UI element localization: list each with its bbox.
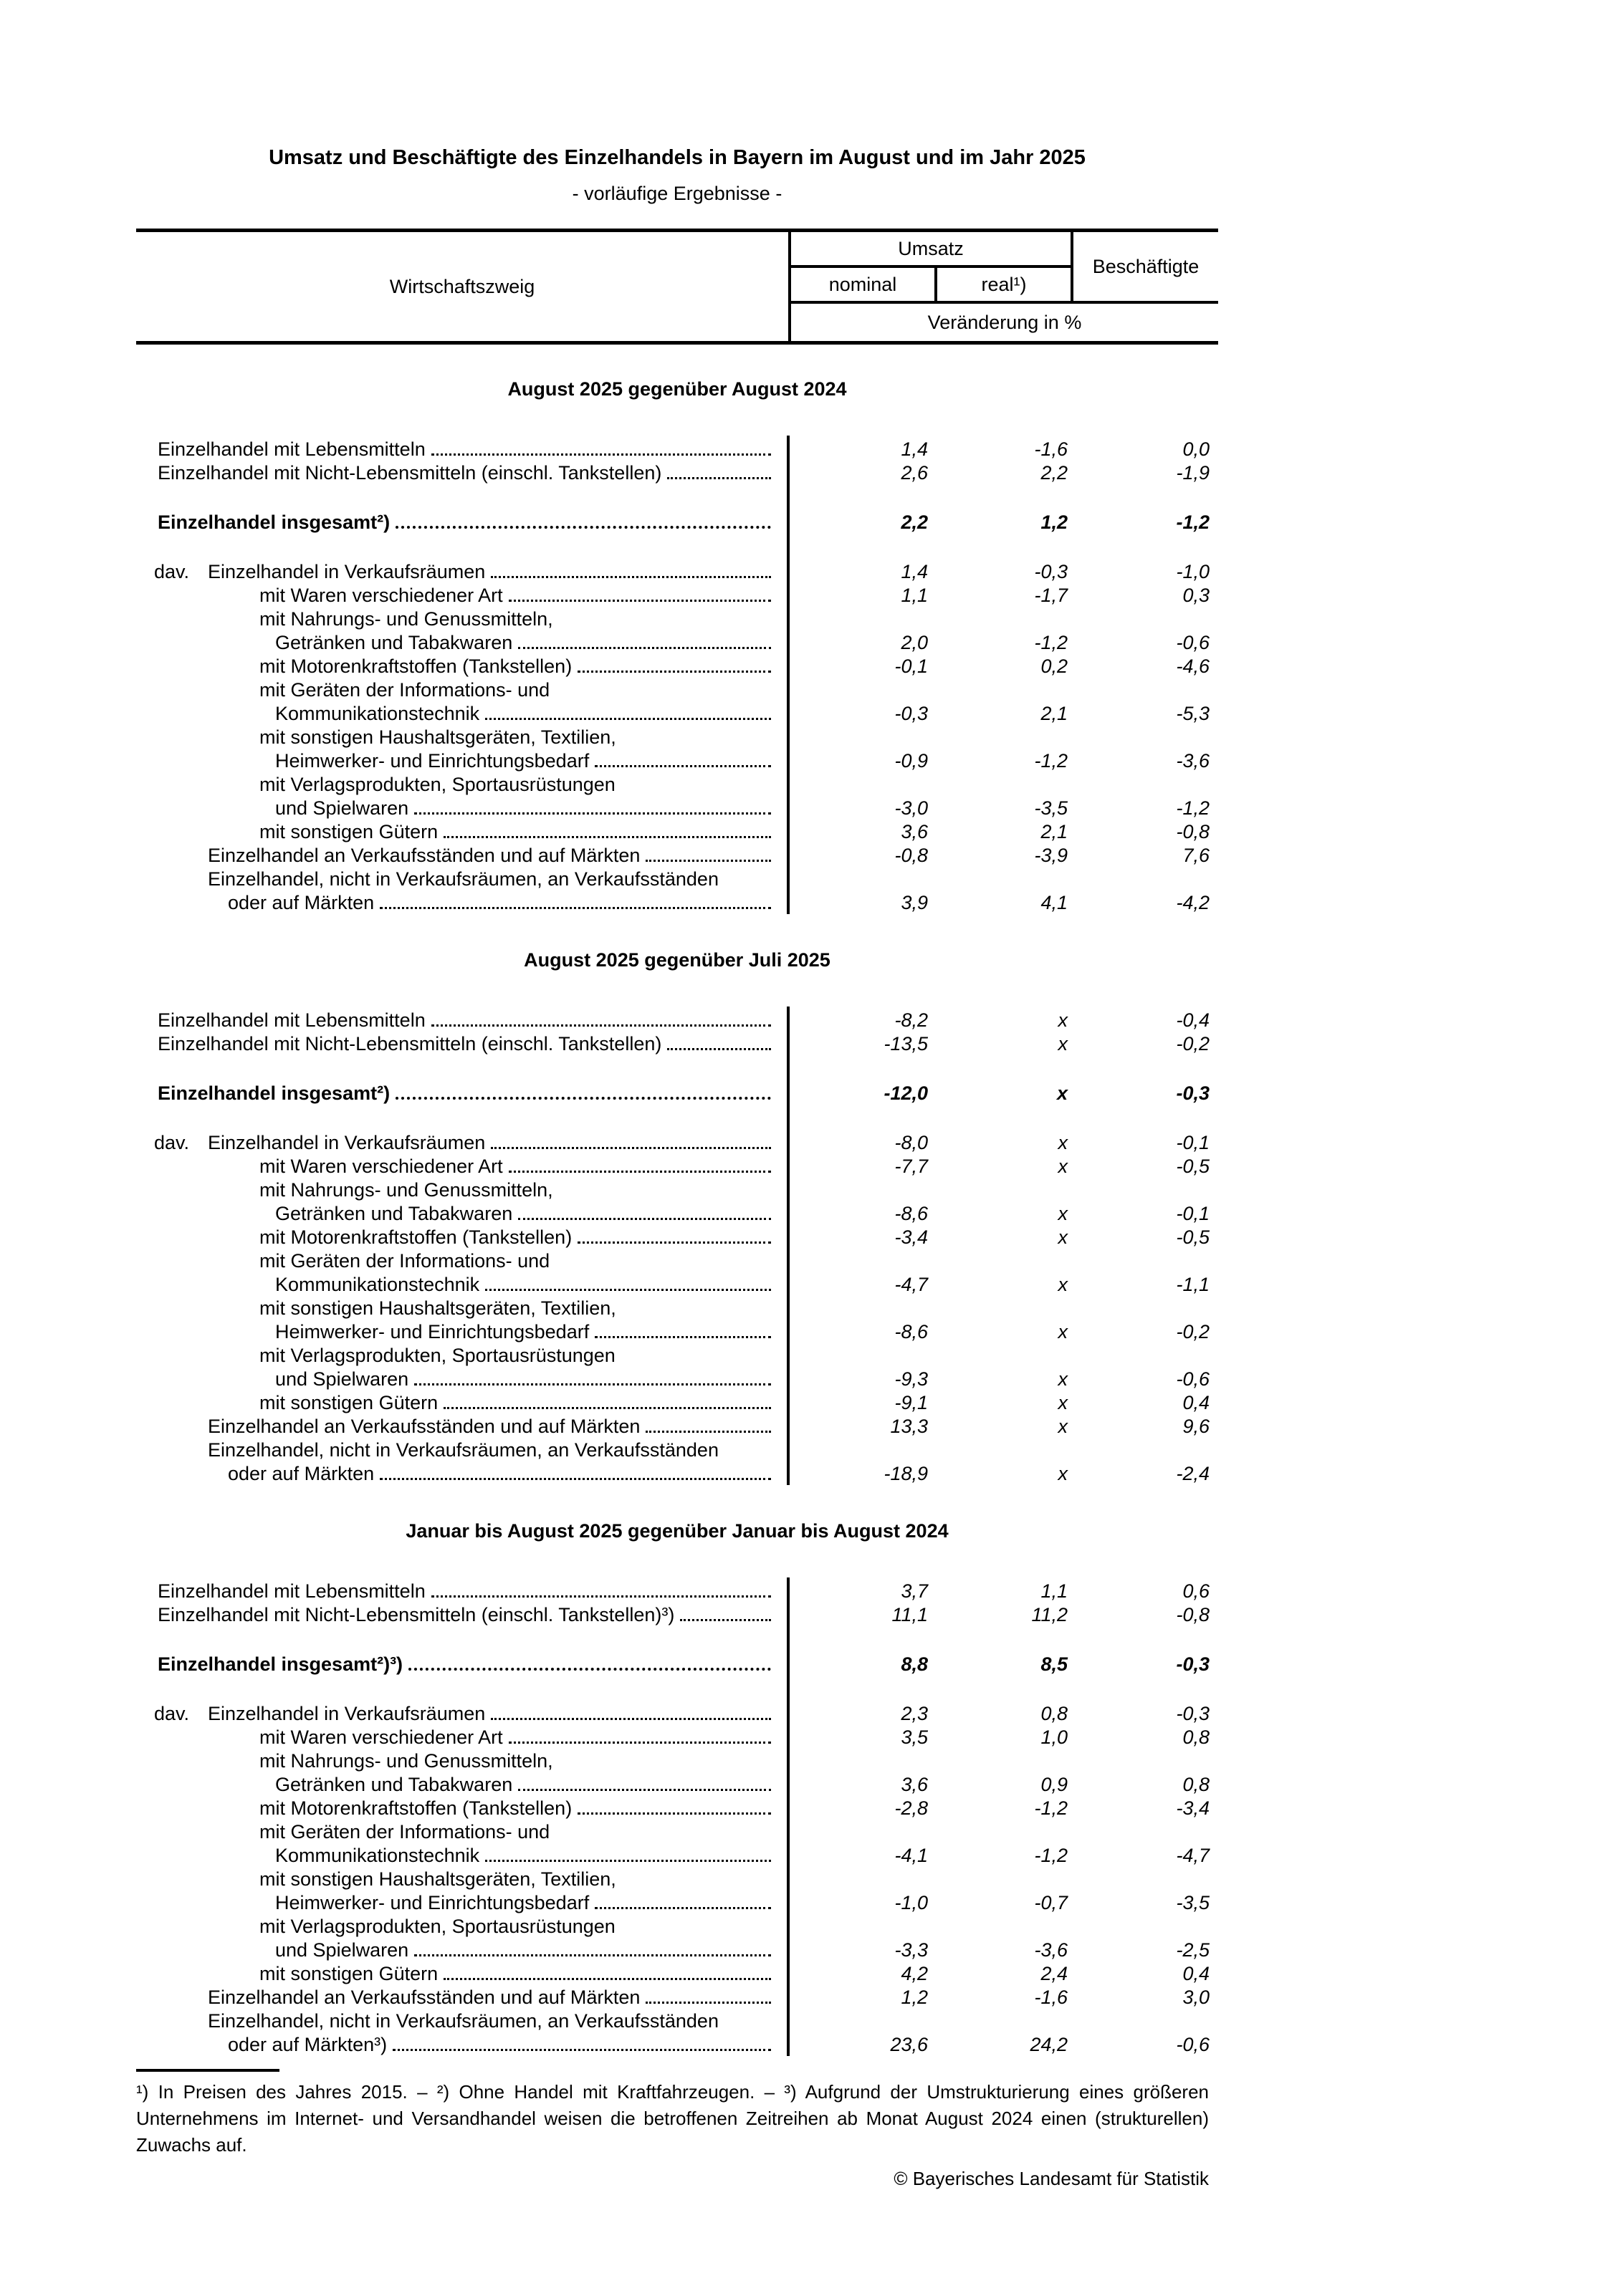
value-nominal: -9,1 (894, 1392, 928, 1413)
dot-leader (518, 647, 771, 649)
table-row (136, 821, 1218, 845)
row-label: Getränken und Tabakwaren (275, 632, 513, 653)
value-real: x (1058, 1321, 1068, 1342)
value-real: -3,6 (1034, 1939, 1068, 1961)
row-label: Heimwerker- und Einrichtungsbedarf (275, 1321, 590, 1342)
dot-leader (444, 1407, 771, 1409)
value-nominal: -3,4 (894, 1226, 928, 1248)
value-nominal: -1,0 (894, 1892, 928, 1913)
row-prefix: dav. (154, 1703, 190, 1724)
value-nominal: -18,9 (884, 1463, 928, 1484)
row-label: oder auf Märkten³) (228, 2034, 388, 2055)
value-real: -1,6 (1034, 1987, 1068, 2008)
value-beschaeftigte: -0,8 (1176, 821, 1210, 842)
section-heading: Januar bis August 2025 gegenüber Januar bis August 2024 (406, 1520, 949, 1542)
page-title: Umsatz und Beschäftigte des Einzelhandels in Bayern im August und im Jahr 2025 (269, 146, 1086, 169)
value-nominal: 3,6 (901, 821, 928, 842)
value-real: x (1058, 1203, 1068, 1224)
column-header-wirtschaftszweig: Wirtschaftszweig (389, 275, 535, 297)
value-beschaeftigte: -2,4 (1176, 1463, 1210, 1484)
table-row (136, 1987, 1218, 2010)
value-real: -0,7 (1034, 1892, 1068, 1913)
value-nominal: 23,6 (890, 2034, 928, 2055)
dot-leader (393, 2049, 771, 2051)
value-nominal: -12,0 (884, 1082, 928, 1104)
page-subtitle: - vorläufige Ergebnisse - (572, 183, 782, 204)
value-beschaeftigte: 0,6 (1182, 1580, 1210, 1602)
value-beschaeftigte: -0,3 (1176, 1082, 1210, 1104)
row-label: mit sonstigen Haushaltsgeräten, Textilien, (259, 1868, 616, 1890)
dot-leader (646, 2002, 771, 2004)
value-nominal: 3,9 (901, 892, 928, 913)
row-label: Kommunikationstechnik (275, 1274, 480, 1295)
row-label: mit sonstigen Gütern (259, 1392, 439, 1413)
value-beschaeftigte: -4,2 (1176, 892, 1210, 913)
value-real: x (1056, 1082, 1068, 1104)
table-body (136, 378, 1218, 2057)
value-real: x (1058, 1463, 1068, 1484)
value-nominal: 2,2 (901, 511, 928, 533)
column-header-nominal: nominal (788, 268, 934, 304)
row-label: Getränken und Tabakwaren (275, 1774, 513, 1795)
row-label: und Spielwaren (275, 1939, 409, 1961)
dot-leader (414, 1954, 771, 1956)
row-label: mit Waren verschiedener Art (259, 1726, 503, 1748)
value-real: 2,1 (1040, 821, 1068, 842)
row-label: dav. Einzelhandel in Verkaufsräumen (154, 1703, 486, 1724)
value-nominal: -3,3 (894, 1939, 928, 1961)
row-label: Einzelhandel mit Nicht-Lebensmitteln (einschl. Tankstellen)³) (158, 1604, 675, 1625)
row-label: mit Motorenkraftstoffen (Tankstellen) (259, 655, 573, 677)
value-nominal: -0,1 (894, 655, 928, 677)
value-real: -1,2 (1034, 1845, 1068, 1866)
row-label: Einzelhandel mit Nicht-Lebensmitteln (einschl. Tankstellen) (158, 1033, 662, 1055)
table-row (136, 1439, 1218, 1486)
dot-leader (509, 1742, 771, 1744)
value-beschaeftigte: -0,6 (1176, 632, 1210, 653)
dot-leader (491, 1147, 771, 1149)
dot-leader (444, 1978, 771, 1980)
row-label: mit Nahrungs- und Genussmitteln, (259, 1750, 553, 1772)
table-row (136, 1963, 1218, 1987)
table-row (136, 726, 1218, 774)
value-beschaeftigte: -0,3 (1176, 1703, 1210, 1724)
value-beschaeftigte: 0,3 (1182, 585, 1210, 606)
dot-leader (595, 1336, 771, 1338)
value-real: x (1058, 1368, 1068, 1390)
table-row (136, 1416, 1218, 1439)
value-real: x (1058, 1392, 1068, 1413)
value-beschaeftigte: -0,1 (1176, 1132, 1210, 1153)
value-real: -1,2 (1034, 750, 1068, 772)
dot-leader (396, 526, 771, 529)
row-label: Kommunikationstechnik (275, 1845, 480, 1866)
row-label: Getränken und Tabakwaren (275, 1203, 513, 1224)
table-row (136, 1226, 1218, 1250)
value-beschaeftigte: -1,9 (1176, 462, 1210, 484)
dot-leader (408, 1668, 771, 1671)
value-real: x (1058, 1274, 1068, 1295)
row-label: mit Verlagsprodukten, Sportausrüstungen (259, 1345, 616, 1366)
value-nominal: 2,0 (901, 632, 928, 653)
value-beschaeftigte: 9,6 (1182, 1416, 1210, 1437)
value-real: 11,2 (1031, 1604, 1068, 1625)
row-label: Kommunikationstechnik (275, 703, 480, 724)
dot-leader (518, 1218, 771, 1220)
dot-leader (431, 1595, 771, 1598)
table-row (136, 868, 1218, 916)
value-beschaeftigte: -2,5 (1176, 1939, 1210, 1961)
row-label: mit sonstigen Gütern (259, 1963, 439, 1984)
value-nominal: 3,7 (901, 1580, 928, 1602)
table-row (136, 1797, 1218, 1821)
value-real: 2,4 (1040, 1963, 1068, 1984)
dot-leader (646, 1431, 771, 1433)
dot-leader (491, 1718, 771, 1720)
value-beschaeftigte: -1,0 (1176, 561, 1210, 582)
row-label: und Spielwaren (275, 1368, 409, 1390)
value-nominal: -8,2 (894, 1009, 928, 1031)
dot-leader (491, 576, 771, 578)
row-label: Einzelhandel insgesamt²) (158, 511, 391, 533)
value-nominal: 3,5 (901, 1726, 928, 1748)
row-label: Einzelhandel, nicht in Verkaufsräumen, an Verkaufsständen (208, 868, 719, 890)
value-beschaeftigte: 7,6 (1182, 845, 1210, 866)
row-label: mit sonstigen Gütern (259, 821, 439, 842)
value-nominal: -4,7 (894, 1274, 928, 1295)
dot-leader (595, 1907, 771, 1909)
dot-leader (431, 453, 771, 456)
value-nominal: 1,4 (901, 561, 928, 582)
value-real: x (1058, 1009, 1068, 1031)
value-nominal: -8,6 (894, 1203, 928, 1224)
value-beschaeftigte: -3,6 (1176, 750, 1210, 772)
table-row (136, 1750, 1218, 1797)
dot-leader (431, 1024, 771, 1027)
value-nominal: -0,8 (894, 845, 928, 866)
table-row (136, 774, 1218, 821)
table-row (136, 462, 1218, 486)
value-real: -1,7 (1034, 585, 1068, 606)
value-real: -1,2 (1034, 632, 1068, 653)
table-row (136, 2010, 1218, 2057)
row-label: mit Verlagsprodukten, Sportausrüstungen (259, 774, 616, 795)
row-label: Einzelhandel insgesamt²)³) (158, 1653, 403, 1675)
value-nominal: 1,2 (901, 1987, 928, 2008)
value-nominal: 4,2 (901, 1963, 928, 1984)
value-real: 2,1 (1040, 703, 1068, 724)
column-header-real: real¹) (934, 268, 1071, 304)
table-row (136, 1297, 1218, 1345)
dot-leader (518, 1789, 771, 1791)
row-label: oder auf Märkten (228, 1463, 375, 1484)
value-real: 1,2 (1040, 511, 1068, 533)
dot-leader (509, 600, 771, 602)
value-real: 1,1 (1040, 1580, 1068, 1602)
column-header-umsatz: Umsatz (788, 232, 1071, 268)
value-beschaeftigte: 0,4 (1182, 1392, 1210, 1413)
dot-leader (595, 765, 771, 767)
value-nominal: -13,5 (884, 1033, 928, 1055)
table-row (136, 1868, 1218, 1916)
dot-leader (485, 1860, 771, 1862)
section-rows (136, 1009, 1218, 1486)
row-label: mit Geräten der Informations- und (259, 1250, 550, 1272)
value-beschaeftigte: -0,5 (1176, 1156, 1210, 1177)
row-prefix: dav. (154, 1132, 190, 1153)
value-beschaeftigte: -0,6 (1176, 1368, 1210, 1390)
footnote-text: ¹) In Preisen des Jahres 2015. – ²) Ohne Handel mit Kraftfahrzeugen. – ³) Aufgrund der Umstrukturierung eines größeren Unternehmens im Internet- und Versandhandel weisen die betroffenen Zeitreihen ab Monat August 2024 einen (strukturellen) Zuwachs auf. (136, 2081, 1209, 2156)
value-beschaeftigte: -3,4 (1176, 1797, 1210, 1819)
table-row (136, 1082, 1218, 1106)
value-beschaeftigte: -0,4 (1176, 1009, 1210, 1031)
table-row (136, 561, 1218, 585)
copyright-notice: © Bayerisches Landesamt für Statistik (894, 2168, 1209, 2189)
table-row (136, 1916, 1218, 1963)
table-row (136, 1392, 1218, 1416)
value-beschaeftigte: 0,8 (1182, 1774, 1210, 1795)
row-label: Einzelhandel mit Lebensmitteln (158, 1580, 426, 1602)
value-real: -0,3 (1034, 561, 1068, 582)
row-prefix: dav. (154, 561, 190, 582)
dot-leader (485, 718, 771, 720)
row-label: mit Nahrungs- und Genussmitteln, (259, 608, 553, 630)
value-beschaeftigte: -5,3 (1176, 703, 1210, 724)
value-nominal: -0,9 (894, 750, 928, 772)
dot-leader (380, 907, 771, 909)
row-label: Heimwerker- und Einrichtungsbedarf (275, 1892, 590, 1913)
value-real: 2,2 (1040, 462, 1068, 484)
table-row (136, 1033, 1218, 1057)
row-label: und Spielwaren (275, 797, 409, 819)
value-real: 0,8 (1040, 1703, 1068, 1724)
value-nominal: -4,1 (894, 1845, 928, 1866)
value-real: x (1058, 1226, 1068, 1248)
column-header-veraenderung: Veränderung in % (788, 304, 1218, 341)
footnote-separator (136, 2069, 279, 2072)
value-real: 24,2 (1030, 2034, 1068, 2055)
table-row (136, 608, 1218, 655)
value-nominal: -8,6 (894, 1321, 928, 1342)
table-row (136, 1132, 1218, 1156)
row-label: Einzelhandel mit Lebensmitteln (158, 1009, 426, 1031)
row-label: Heimwerker- und Einrichtungsbedarf (275, 750, 590, 772)
dot-leader (444, 836, 771, 838)
table-row (136, 679, 1218, 726)
table-row (136, 511, 1218, 535)
row-label: Einzelhandel an Verkaufsständen und auf Märkten (208, 845, 641, 866)
dot-leader (578, 1812, 771, 1815)
value-real: x (1058, 1416, 1068, 1437)
value-nominal: 1,4 (901, 438, 928, 460)
dot-leader (485, 1289, 771, 1291)
value-real: -1,2 (1034, 1797, 1068, 1819)
value-nominal: 2,6 (901, 462, 928, 484)
value-real: 0,9 (1040, 1774, 1068, 1795)
row-label: mit Verlagsprodukten, Sportausrüstungen (259, 1916, 616, 1937)
row-label: Einzelhandel an Verkaufsständen und auf Märkten (208, 1987, 641, 2008)
row-label: dav. Einzelhandel in Verkaufsräumen (154, 561, 486, 582)
value-real: 1,0 (1040, 1726, 1068, 1748)
value-nominal: -0,3 (894, 703, 928, 724)
dot-leader (646, 860, 771, 862)
section-rows (136, 438, 1218, 916)
row-label: mit Waren verschiedener Art (259, 585, 503, 606)
table-row (136, 1250, 1218, 1297)
value-nominal: -3,0 (894, 797, 928, 819)
value-beschaeftigte: -1,2 (1176, 511, 1210, 533)
value-nominal: 13,3 (890, 1416, 928, 1437)
row-label: Einzelhandel, nicht in Verkaufsräumen, an Verkaufsständen (208, 1439, 719, 1461)
row-label: mit sonstigen Haushaltsgeräten, Textilien, (259, 726, 616, 748)
document-content (136, 0, 1218, 2192)
value-beschaeftigte: -0,2 (1176, 1321, 1210, 1342)
value-real: -1,6 (1034, 438, 1068, 460)
value-nominal: -9,3 (894, 1368, 928, 1390)
value-beschaeftigte: -0,5 (1176, 1226, 1210, 1248)
value-beschaeftigte: -0,8 (1176, 1604, 1210, 1625)
dot-leader (396, 1097, 771, 1100)
value-real: x (1058, 1132, 1068, 1153)
dot-leader (414, 812, 771, 815)
value-real: 0,2 (1040, 655, 1068, 677)
value-nominal: 11,1 (891, 1604, 928, 1625)
value-beschaeftigte: -0,3 (1176, 1653, 1210, 1675)
value-beschaeftigte: -3,5 (1176, 1892, 1210, 1913)
value-beschaeftigte: -0,6 (1176, 2034, 1210, 2055)
value-beschaeftigte: 0,4 (1182, 1963, 1210, 1984)
section-heading: August 2025 gegenüber Juli 2025 (524, 949, 830, 971)
value-nominal: -2,8 (894, 1797, 928, 1819)
table-header (136, 229, 1218, 345)
value-nominal: -8,0 (894, 1132, 928, 1153)
row-label: Einzelhandel mit Lebensmitteln (158, 438, 426, 460)
section-heading: August 2025 gegenüber August 2024 (507, 378, 847, 400)
value-beschaeftigte: -1,1 (1176, 1274, 1210, 1295)
value-real: 4,1 (1040, 892, 1068, 913)
section-rows (136, 1580, 1218, 2057)
table-row (136, 1580, 1218, 1604)
table-row (136, 1821, 1218, 1868)
column-header-beschaeftigte: Beschäftigte (1071, 232, 1218, 304)
value-real: -3,9 (1034, 845, 1068, 866)
table-row (136, 1156, 1218, 1179)
dot-leader (509, 1171, 771, 1173)
value-nominal: 2,3 (901, 1703, 928, 1724)
table-row (136, 585, 1218, 608)
row-label: Einzelhandel an Verkaufsständen und auf Märkten (208, 1416, 641, 1437)
table-row (136, 1179, 1218, 1226)
row-label: mit sonstigen Haushaltsgeräten, Textilien, (259, 1297, 616, 1319)
dot-leader (578, 1241, 771, 1244)
dot-leader (667, 477, 771, 479)
value-beschaeftigte: -4,7 (1176, 1845, 1210, 1866)
row-label: mit Motorenkraftstoffen (Tankstellen) (259, 1226, 573, 1248)
value-nominal: 3,6 (901, 1774, 928, 1795)
row-label: mit Waren verschiedener Art (259, 1156, 503, 1177)
row-label: Einzelhandel mit Nicht-Lebensmitteln (einschl. Tankstellen) (158, 462, 662, 484)
table-row (136, 1604, 1218, 1628)
row-label: mit Motorenkraftstoffen (Tankstellen) (259, 1797, 573, 1819)
value-nominal: 8,8 (901, 1653, 928, 1675)
table-row (136, 1703, 1218, 1726)
row-label: mit Geräten der Informations- und (259, 1821, 550, 1843)
value-beschaeftigte: 0,0 (1182, 438, 1210, 460)
value-nominal: -7,7 (894, 1156, 928, 1177)
table-row (136, 655, 1218, 679)
row-label: mit Nahrungs- und Genussmitteln, (259, 1179, 553, 1201)
value-nominal: 1,1 (901, 585, 928, 606)
row-label: oder auf Märkten (228, 892, 375, 913)
value-beschaeftigte: 0,8 (1182, 1726, 1210, 1748)
dot-leader (380, 1478, 771, 1480)
value-real: 8,5 (1040, 1653, 1068, 1675)
value-real: x (1058, 1033, 1068, 1055)
value-beschaeftigte: -4,6 (1176, 655, 1210, 677)
row-label: Einzelhandel insgesamt²) (158, 1082, 391, 1104)
row-label: dav. Einzelhandel in Verkaufsräumen (154, 1132, 486, 1153)
table-row (136, 1726, 1218, 1750)
value-beschaeftigte: 3,0 (1182, 1987, 1210, 2008)
row-label: Einzelhandel, nicht in Verkaufsräumen, an Verkaufsständen (208, 2010, 719, 2032)
dot-leader (578, 671, 771, 673)
value-real: x (1058, 1156, 1068, 1177)
dot-leader (667, 1048, 771, 1050)
table-row (136, 1653, 1218, 1677)
dot-leader (414, 1383, 771, 1385)
value-beschaeftigte: -1,2 (1176, 797, 1210, 819)
value-beschaeftigte: -0,2 (1176, 1033, 1210, 1055)
value-real: -3,5 (1034, 797, 1068, 819)
table-row (136, 845, 1218, 868)
row-label: mit Geräten der Informations- und (259, 679, 550, 701)
table-row (136, 1009, 1218, 1033)
dot-leader (680, 1619, 771, 1621)
table-row (136, 438, 1218, 462)
value-beschaeftigte: -0,1 (1176, 1203, 1210, 1224)
table-row (136, 1345, 1218, 1392)
